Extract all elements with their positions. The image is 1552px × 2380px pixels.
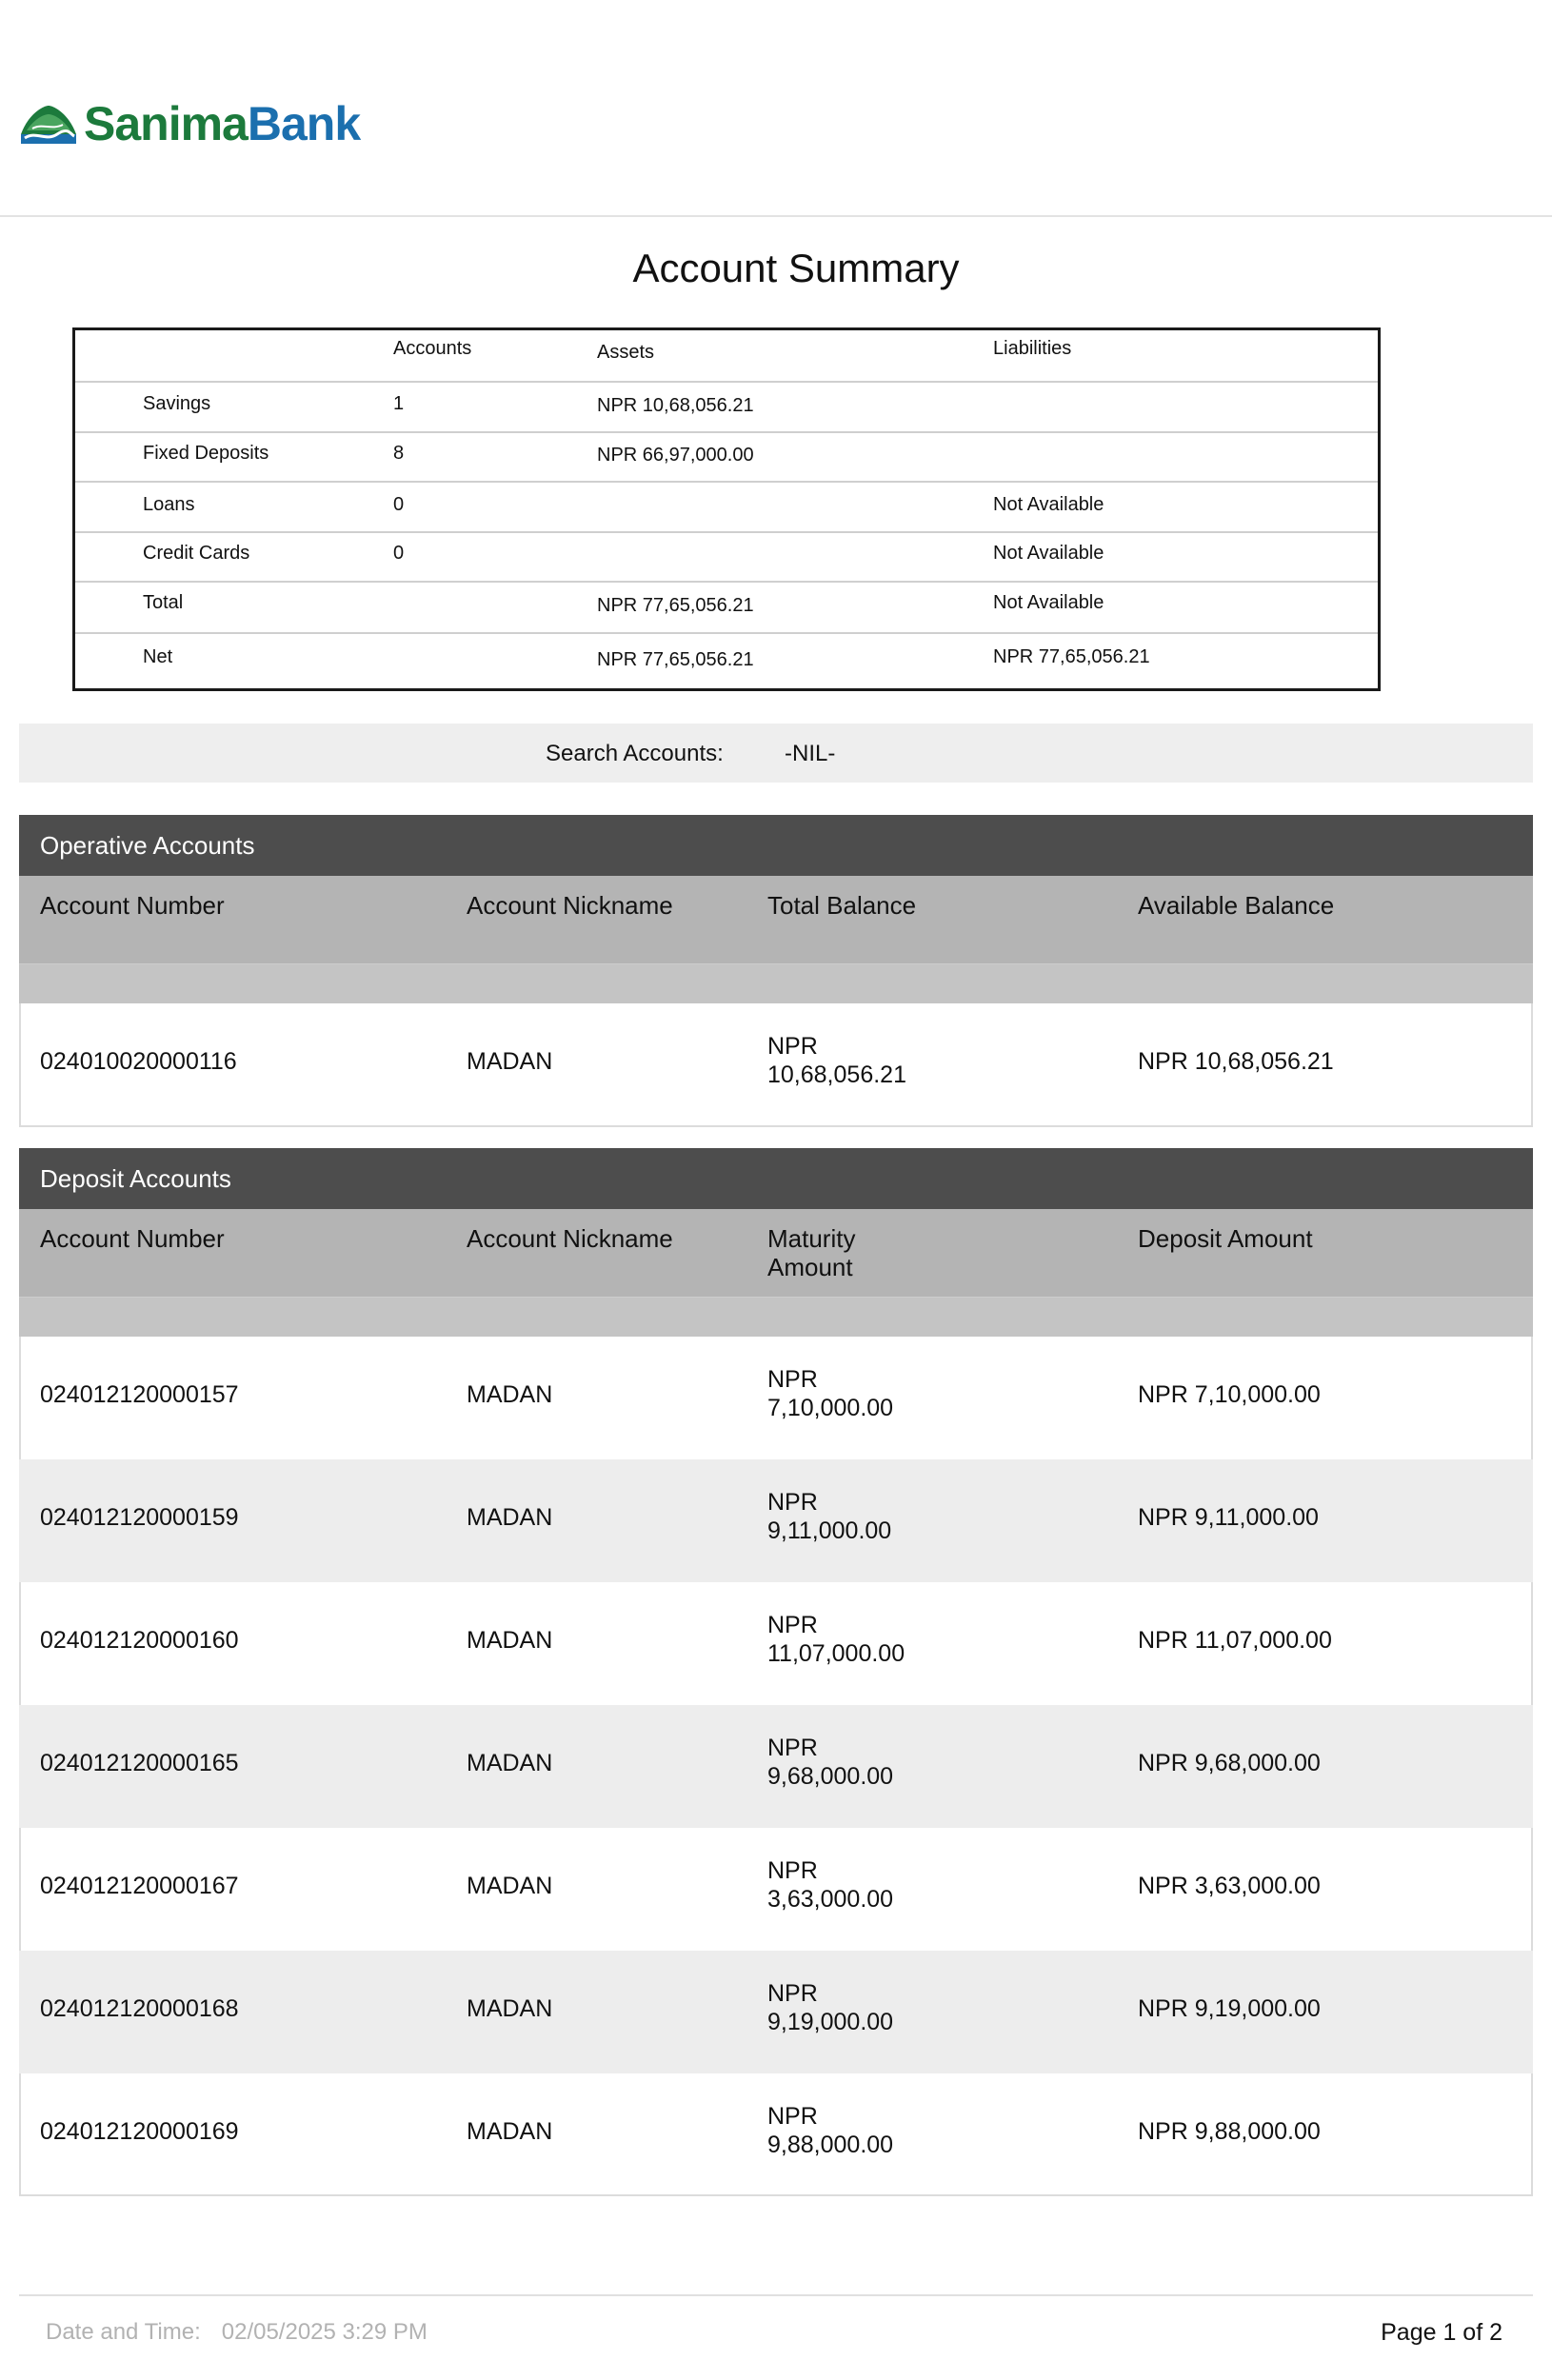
summary-row-total: [75, 583, 1378, 634]
column-header-deposit-amount: Deposit Amount: [1138, 1224, 1313, 1253]
logo-wordmark: [84, 95, 360, 152]
footer-datetime-label: Date and Time:: [46, 2319, 201, 2345]
deposit-amount: NPR 11,07,000.00: [1138, 1627, 1332, 1654]
summary-row-accounts: 0: [393, 494, 405, 515]
column-header-account-nickname: Account Nickname: [467, 1224, 673, 1253]
maturity-currency: NPR: [767, 2103, 818, 2130]
logo-word-bank: Bank: [247, 97, 361, 150]
operative-account-row[interactable]: [19, 1003, 1533, 1126]
total-balance-currency: NPR: [767, 1033, 818, 1060]
deposit-account-row[interactable]: [19, 2073, 1533, 2196]
maturity-value: 7,10,000.00: [767, 1395, 894, 1421]
deposit-amount: NPR 9,88,000.00: [1138, 2118, 1321, 2145]
deposit-account-row[interactable]: [19, 1705, 1533, 1828]
maturity-value: 9,11,000.00: [767, 1517, 892, 1544]
footer-page-number: Page 1 of 2: [1381, 2319, 1502, 2346]
summary-row-loans: [75, 483, 1378, 533]
summary-row-accounts: 8: [393, 443, 405, 464]
account-number: 024010020000116: [40, 1048, 237, 1075]
account-nickname: MADAN: [467, 1627, 553, 1654]
account-number: 024012120000167: [40, 1873, 239, 1899]
maturity-value: 9,68,000.00: [767, 1763, 894, 1790]
maturity-amount: [767, 1856, 893, 1914]
account-nickname: MADAN: [467, 1995, 553, 2022]
summary-row-label: Credit Cards: [143, 543, 250, 564]
account-number: 024012120000168: [40, 1995, 239, 2022]
maturity-amount: [767, 2102, 893, 2159]
deposit-column-header: [19, 1209, 1533, 1297]
summary-row-accounts: 0: [393, 543, 405, 564]
maturity-amount: [767, 1611, 905, 1668]
operative-accounts-title: Operative Accounts: [19, 815, 1533, 876]
column-header-maturity-line1: Maturity: [767, 1224, 856, 1253]
deposit-account-row[interactable]: [19, 1459, 1533, 1582]
maturity-currency: NPR: [767, 1366, 818, 1393]
search-accounts-value: -NIL-: [785, 741, 836, 766]
summary-header-row: [75, 330, 1378, 383]
operative-column-subheader: [19, 963, 1533, 1003]
summary-row-assets: NPR 77,65,056.21: [597, 595, 754, 616]
maturity-amount: [767, 1365, 893, 1422]
deposit-amount: NPR 9,11,000.00: [1138, 1504, 1319, 1531]
summary-row-credit-cards: [75, 533, 1378, 583]
operative-accounts-section: [19, 815, 1533, 1127]
summary-row-liabilities: Not Available: [993, 543, 1104, 564]
total-balance: [767, 1032, 906, 1089]
maturity-currency: NPR: [767, 1612, 818, 1638]
footer-datetime: [46, 2319, 428, 2346]
account-number: 024012120000169: [40, 2118, 239, 2145]
total-balance-amount: 10,68,056.21: [767, 1061, 906, 1088]
account-number: 024012120000157: [40, 1381, 239, 1408]
deposit-accounts-title: Deposit Accounts: [19, 1148, 1533, 1209]
deposit-amount: NPR 3,63,000.00: [1138, 1873, 1321, 1899]
footer-divider: [19, 2294, 1533, 2296]
account-nickname: MADAN: [467, 1750, 553, 1776]
logo-word-sanima: Sanima: [84, 97, 248, 150]
maturity-amount: [767, 1734, 893, 1791]
maturity-value: 11,07,000.00: [767, 1640, 905, 1667]
deposit-account-row[interactable]: [19, 1337, 1533, 1459]
page-header: [0, 0, 1552, 217]
summary-row-fixed-deposits: [75, 433, 1378, 483]
maturity-value: 3,63,000.00: [767, 1886, 894, 1913]
summary-row-liabilities: Not Available: [993, 494, 1104, 515]
deposit-amount: NPR 9,68,000.00: [1138, 1750, 1321, 1776]
account-nickname: MADAN: [467, 1873, 553, 1899]
summary-row-net: [75, 634, 1378, 688]
maturity-currency: NPR: [767, 1857, 818, 1884]
summary-row-label: Loans: [143, 494, 195, 515]
summary-row-liabilities: NPR 77,65,056.21: [993, 646, 1150, 667]
summary-row-label: Fixed Deposits: [143, 443, 269, 464]
operative-column-header: [19, 876, 1533, 963]
search-accounts-bar: [19, 724, 1533, 783]
column-header-maturity-amount: [767, 1224, 855, 1281]
summary-header-assets: Assets: [597, 342, 655, 363]
deposit-column-subheader: [19, 1297, 1533, 1337]
deposit-accounts-section: [19, 1148, 1533, 2196]
summary-row-label: Savings: [143, 393, 211, 414]
column-header-total-balance: Total Balance: [767, 891, 917, 920]
account-number: 024012120000165: [40, 1750, 239, 1776]
summary-row-liabilities: Not Available: [993, 592, 1104, 613]
account-summary-table: [72, 327, 1381, 691]
account-nickname: MADAN: [467, 1381, 553, 1408]
account-number: 024012120000160: [40, 1627, 239, 1654]
summary-row-savings: [75, 383, 1378, 433]
column-header-maturity-line2: Amount: [767, 1253, 853, 1281]
maturity-currency: NPR: [767, 1735, 818, 1761]
summary-row-accounts: 1: [393, 393, 405, 414]
deposit-amount: NPR 7,10,000.00: [1138, 1381, 1321, 1408]
maturity-currency: NPR: [767, 1489, 818, 1516]
footer-datetime-value: 02/05/2025 3:29 PM: [221, 2319, 428, 2345]
page-title: Account Summary: [632, 246, 960, 290]
column-header-available-balance: Available Balance: [1138, 891, 1335, 920]
column-header-account-nickname: Account Nickname: [467, 891, 673, 920]
maturity-value: 9,88,000.00: [767, 2132, 894, 2158]
maturity-amount: [767, 1979, 893, 2036]
account-nickname: MADAN: [467, 2118, 553, 2145]
maturity-value: 9,19,000.00: [767, 2009, 894, 2035]
logo-emblem-icon: [19, 102, 78, 146]
account-nickname: MADAN: [467, 1504, 553, 1531]
summary-header-accounts: Accounts: [393, 338, 472, 359]
deposit-account-row[interactable]: [19, 1951, 1533, 2073]
summary-row-label: Net: [143, 646, 173, 667]
search-accounts-label: Search Accounts:: [546, 741, 724, 766]
column-header-account-number: Account Number: [40, 891, 225, 920]
account-nickname: MADAN: [467, 1048, 553, 1075]
summary-row-assets: NPR 10,68,056.21: [597, 395, 754, 416]
column-header-account-number: Account Number: [40, 1224, 225, 1253]
deposit-account-row[interactable]: [19, 1582, 1533, 1705]
maturity-currency: NPR: [767, 1980, 818, 2007]
available-balance: NPR 10,68,056.21: [1138, 1048, 1334, 1075]
summary-row-assets: NPR 77,65,056.21: [597, 649, 754, 670]
summary-header-liabilities: Liabilities: [993, 338, 1072, 359]
summary-row-label: Total: [143, 592, 184, 613]
deposit-account-row[interactable]: [19, 1828, 1533, 1951]
summary-row-assets: NPR 66,97,000.00: [597, 445, 754, 466]
sanima-bank-logo: [19, 95, 360, 152]
deposit-amount: NPR 9,19,000.00: [1138, 1995, 1321, 2022]
account-number: 024012120000159: [40, 1504, 239, 1531]
maturity-amount: [767, 1488, 891, 1545]
